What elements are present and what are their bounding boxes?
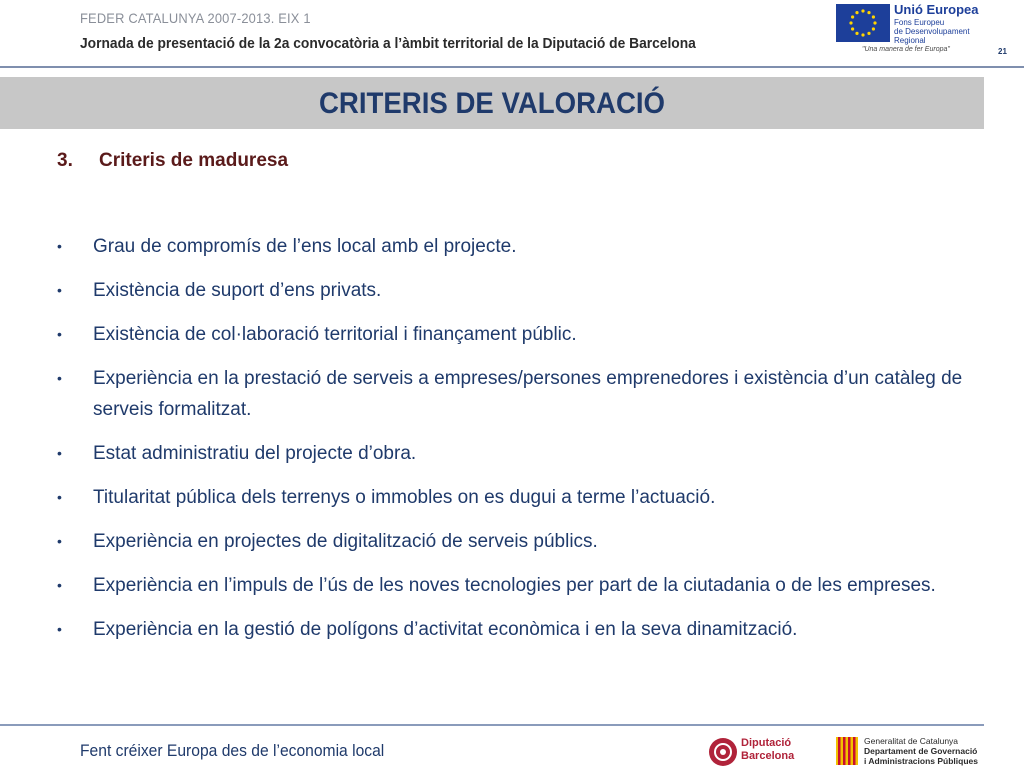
- diputacio-logo-icon: [708, 737, 738, 767]
- eu-logo-lines: Fons Europeu de Desenvolupament Regional: [894, 18, 970, 45]
- list-item: • Grau de compromís de l’ens local amb el projecte.: [57, 231, 972, 262]
- eu-flag-icon: [836, 4, 890, 42]
- header-divider: [0, 66, 1024, 68]
- bullet-icon: •: [57, 370, 62, 386]
- bullet-icon: •: [57, 326, 62, 342]
- footer-divider: [0, 724, 984, 726]
- generalitat-logo-text: Generalitat de Catalunya Departament de Governació i Administracions Públiques: [864, 736, 978, 766]
- bullet-icon: •: [57, 533, 62, 549]
- list-item: • Experiència en la gestió de polígons d’activitat econòmica i en la seva dinamització.: [57, 614, 972, 645]
- bullet-icon: •: [57, 621, 62, 637]
- list-item: • Estat administratiu del projecte d’obra.: [57, 438, 972, 469]
- section-number: 3.: [57, 150, 73, 171]
- bullet-icon: •: [57, 282, 62, 298]
- slide-title: CRITERIS DE VALORACIÓ: [318, 87, 666, 120]
- criteria-list: [57, 231, 972, 658]
- header-subtitle: FEDER CATALUNYA 2007-2013. EIX 1: [80, 10, 311, 26]
- eu-logo-title: Unió Europea: [894, 2, 979, 17]
- eu-logo-motto: "Una manera de fer Europa": [862, 46, 950, 53]
- page-number: 21: [998, 47, 1007, 56]
- list-item: • Experiència en projectes de digitalització de serveis públics.: [57, 526, 972, 557]
- list-item: • Experiència en la prestació de serveis a empreses/persones emprenedores i existència d’un catàleg de serveis formalitzat.: [57, 363, 972, 425]
- footer-slogan: Fent créixer Europa des de l’economia local: [80, 741, 385, 760]
- bullet-icon: •: [57, 489, 62, 505]
- list-item: • Titularitat pública dels terrenys o immobles on es dugui a terme l’actuació.: [57, 482, 972, 513]
- bullet-icon: •: [57, 577, 62, 593]
- diputacio-logo-text: Diputació Barcelona: [741, 737, 795, 762]
- bullet-icon: •: [57, 445, 62, 461]
- bullet-icon: •: [57, 238, 62, 254]
- section-title: Criteris de maduresa: [99, 150, 289, 171]
- list-item: • Existència de suport d’ens privats.: [57, 275, 972, 306]
- list-item: • Experiència en l’impuls de l’ús de les noves tecnologies per part de la ciutadania o de les empreses.: [57, 570, 972, 601]
- header-title: Jornada de presentació de la 2a convocatòria a l’àmbit territorial de la Diputació de Barcelona: [80, 35, 696, 52]
- list-item: • Existència de col·laboració territorial i finançament públic.: [57, 319, 972, 350]
- generalitat-logo-icon: [836, 737, 858, 765]
